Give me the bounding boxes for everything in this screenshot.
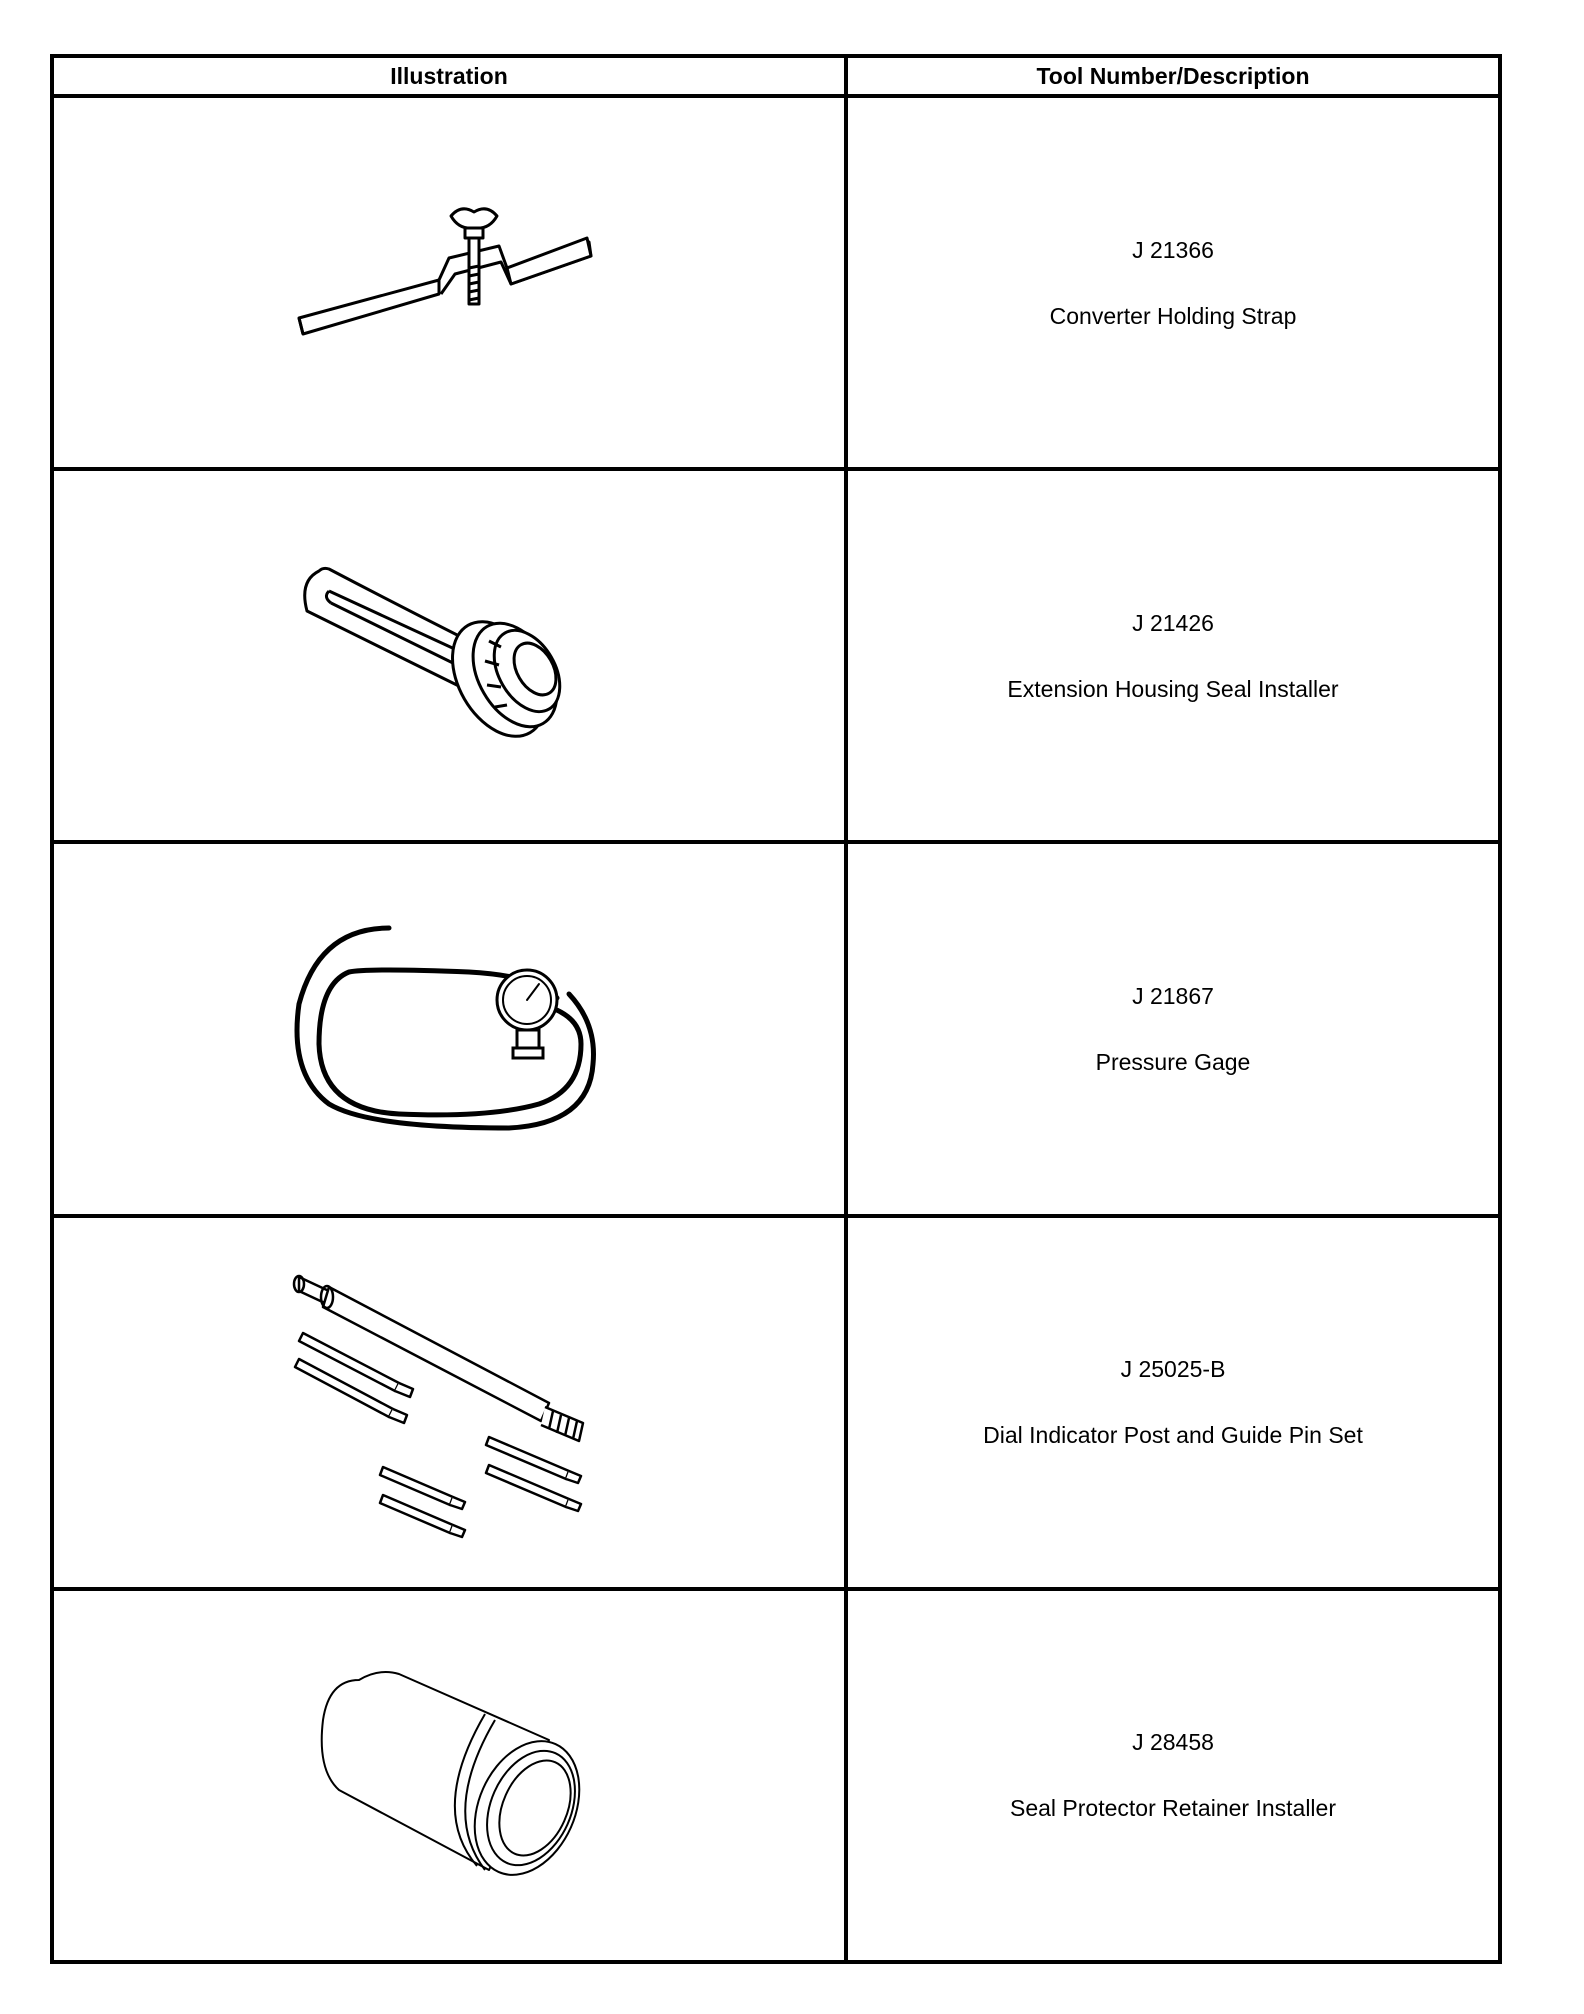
description-cell <box>846 842 1500 1215</box>
retainer-installer-icon <box>309 1660 589 1890</box>
tool-description: Extension Housing Seal Installer <box>1007 675 1339 702</box>
table-row <box>52 469 1500 842</box>
tool-number: J 21366 <box>1132 236 1214 263</box>
table-row <box>52 842 1500 1215</box>
tool-description: Converter Holding Strap <box>1049 302 1297 329</box>
tool-description: Pressure Gage <box>1095 1048 1251 1075</box>
table-row <box>52 1216 1500 1589</box>
tool-number: J 25025-B <box>1120 1356 1226 1383</box>
description-cell <box>846 1216 1500 1589</box>
header-illustration: Illustration <box>52 56 846 96</box>
tool-description: Dial Indicator Post and Guide Pin Set <box>983 1422 1363 1449</box>
header-tool-number-description: Tool Number/Description <box>846 56 1500 96</box>
tool-description: Seal Protector Retainer Installer <box>1010 1795 1336 1822</box>
illustration-cell <box>52 1589 846 1962</box>
table-header-row <box>52 56 1500 96</box>
table-row <box>52 1589 1500 1962</box>
tool-number: J 21426 <box>1132 609 1214 636</box>
holding-strap-icon <box>289 198 609 368</box>
tool-number: J 28458 <box>1132 1729 1214 1756</box>
tool-number: J 21867 <box>1132 982 1214 1009</box>
illustration-cell <box>52 1216 846 1589</box>
pressure-gage-icon <box>289 914 609 1144</box>
description-cell <box>846 1589 1500 1962</box>
table-row <box>52 96 1500 469</box>
description-cell <box>846 96 1500 469</box>
description-cell <box>846 469 1500 842</box>
post-guide-pin-set-icon <box>289 1257 609 1547</box>
special-tools-table <box>50 54 1502 1964</box>
illustration-cell <box>52 469 846 842</box>
illustration-cell <box>52 96 846 469</box>
seal-installer-icon <box>289 551 609 761</box>
illustration-cell <box>52 842 846 1215</box>
